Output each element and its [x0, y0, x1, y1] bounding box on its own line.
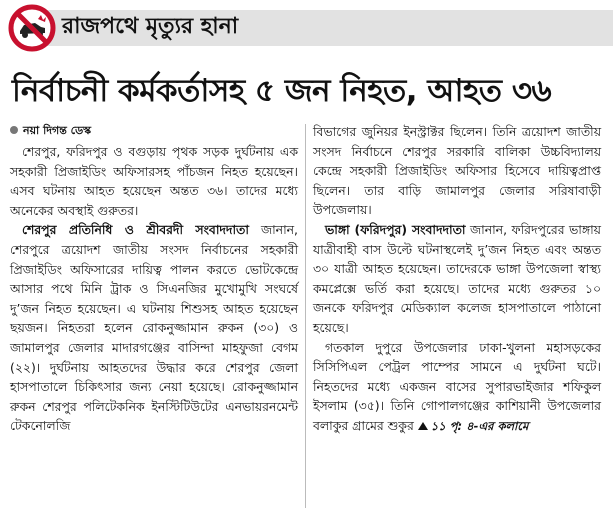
continued-note[interactable]: ১১ পৃ: ৪-এর কলামে: [430, 418, 529, 433]
paragraph-text: গতকাল দুপুরে উপজেলার ঢাকা-খুলনা মহাসড়কের সিসিপিএল পেট্রল পাম্পের সামনে এ দুর্ঘটনা ঘটে। নিহতদের মধ্যে একজন বাসের সুপারভাইজার শফিকুল ইসলাম (৩৫)। তিনি গোপালগঞ্জের কাশিয়ানী উপজেলার বলাকুর গ্রামের শুকুর: [313, 339, 601, 433]
headline: নির্বাচনী কর্মকর্তাসহ ৫ জন নিহত, আহত ৩৬: [12, 73, 552, 109]
byline: [10, 122, 298, 140]
byline-text: নয়া দিগন্ত ডেস্ক: [23, 124, 92, 137]
paragraph: শেরপুর, ফরিদপুর ও বগুড়ায় পৃথক সড়ক দুর্ঘটনায় এক সহকারী প্রিজাইডিং অফিসারসহ পাঁচজন নিহত হয়েছেন। এসব ঘটনায় আহত হয়েছেন অন্তত ৩৬। তাদের মধ্যে অনেকের অবস্থাই গুরুতর।: [10, 144, 298, 218]
dateline: শেরপুর প্রতিনিধি ও শ্রীবরদী সংবাদদাতা: [22, 222, 249, 238]
paragraph: [313, 338, 601, 437]
column-divider: [305, 124, 306, 508]
right-column: [313, 122, 601, 437]
dateline: ভাঙ্গা (ফরিদপুর) সংবাদদাতা: [325, 221, 466, 237]
left-column: [10, 122, 298, 436]
paragraph: [313, 220, 601, 338]
section-header: [0, 0, 613, 54]
paragraph-text: জানান, শেরপুরে ত্রয়োদশ জাতীয় সংসদ নির্বাচনের সহকারী প্রিজাইডিং অফিসারের দায়িত্ব পালন করতে ভোটকেন্দ্রে আসার পথে মিনি ট্রাক ও সিএনজির মুখোমুখি সংঘর্ষে দু’জন নিহত হয়েছেন। এ ঘটনায় শিশুসহ আহত হয়েছেন ছয়জন। নিহতরা হলেন রোকনুজ্জামান রুকন (৩০) ও জামালপুর জেলার মাদারগঞ্জের বাসিন্দা মাহফুজা বেগম (২২)। দুর্ঘটনায় আহতদের উদ্ধার করে শেরপুর জেলা হাসপাতালে চিকিৎসার জন্য নেয়া হয়েছে। রোকনুজ্জামান রুকন শেরপুর পলিটেকনিক ইনস্টিটিউটের এনভায়রনমেন্ট টেকনোলজি: [10, 222, 298, 434]
section-title: রাজপথে মৃত্যুর হানা: [62, 14, 239, 39]
paragraph-text: জানান, ফরিদপুরের ভাঙ্গায় যাত্রীবাহী বাস উল্টে ঘটনাস্থলেই দু’জন নিহত এবং অন্তত ৩০ যাত্রী আহত হয়েছেন। তাদেরকে ভাঙ্গা উপজেলা স্বাস্থ্য কমপ্লেক্সে ভর্তি করা হয়েছে। তাদের মধ্যে গুরুতর ১০ জনকে ফরিদপুর মেডিক্যাল কলেজ হাসপাতালে পাঠানো হয়েছে।: [313, 221, 601, 335]
no-accident-sign-icon: [8, 4, 56, 52]
triangle-up-icon: [418, 422, 428, 430]
paragraph: বিভাগের জুনিয়র ইনস্ট্রাক্টর ছিলেন। তিনি ত্রয়োদশ জাতীয় সংসদ নির্বাচনে শেরপুর সরকারি বালিকা উচ্চবিদ্যালয় কেন্দ্রে সহকারী প্রিজাইডিং অফিসার হিসেবে দায়িত্বপ্রাপ্ত ছিলেন। তার বাড়ি জামালপুর জেলার সরিষাবাড়ী উপজেলায়।: [313, 124, 601, 218]
paragraph: [10, 220, 298, 436]
bullet-icon: [10, 126, 18, 134]
